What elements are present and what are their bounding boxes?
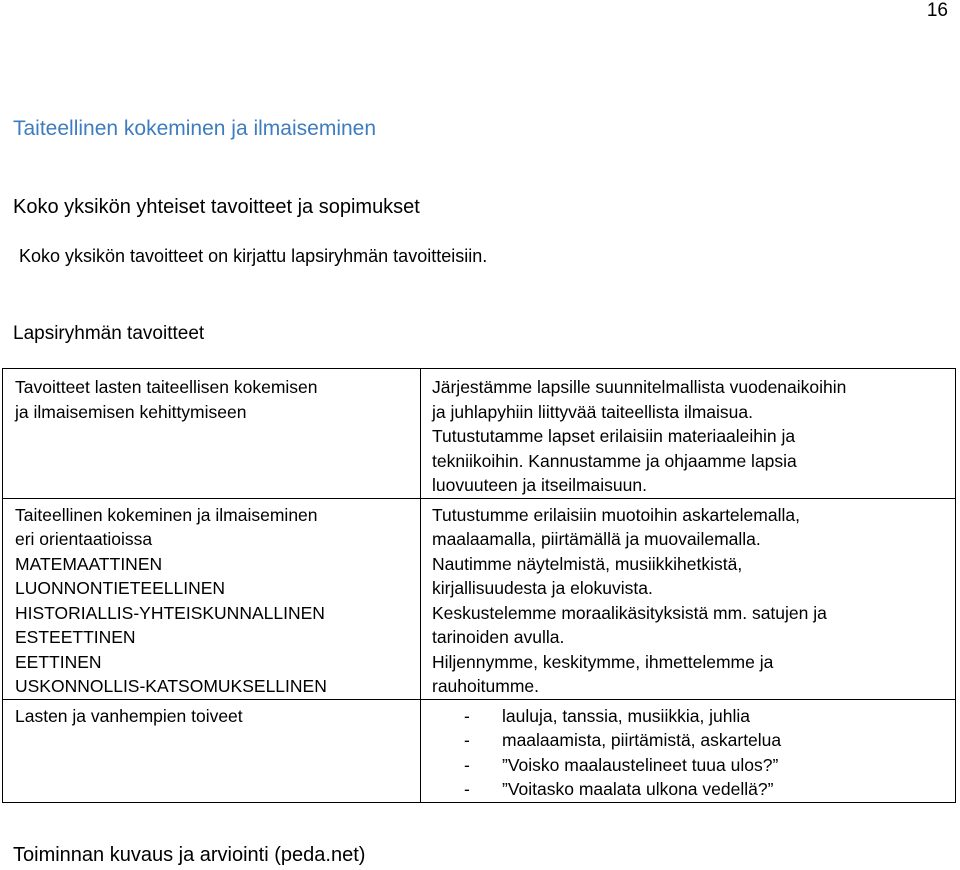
group-goals-heading: Lapsiryhmän tavoitteet — [13, 323, 205, 344]
wishes-list — [432, 704, 955, 802]
cell-line: ja juhlapyhiin liittyvää taiteellista ilmaisua. — [432, 401, 753, 422]
dash-bullet: - — [464, 779, 470, 799]
list-item — [432, 753, 955, 778]
table-row — [3, 498, 956, 699]
cell-line: maalaamalla, piirtämällä ja muovailemalla. — [432, 529, 761, 549]
table-cell-orientation-activities — [421, 498, 956, 699]
cell-line: Taiteellinen kokeminen ja ilmaiseminen — [15, 504, 318, 525]
cell-line: Keskustelemme moraalikäsityksistä mm. satujen ja — [432, 602, 827, 623]
cell-line: HISTORIALLIS-YHTEISKUNNALLINEN — [15, 602, 325, 623]
table-cell-wishes-label — [3, 699, 421, 802]
cell-line: ESTEETTINEN — [15, 627, 136, 647]
list-item-text: ”Voitasko maalata ulkona vedellä?” — [502, 779, 774, 799]
goals-table — [2, 368, 956, 803]
dash-bullet: - — [464, 705, 470, 726]
cell-line: eri orientaatioissa — [15, 529, 153, 549]
cell-line: rauhoitumme. — [432, 676, 539, 696]
cell-line: USKONNOLLIS-KATSOMUKSELLINEN — [15, 676, 327, 696]
list-item — [432, 777, 955, 802]
unit-goals-text: Koko yksikön tavoitteet on kirjattu lapsiryhmän tavoitteisiin. — [19, 246, 488, 266]
list-item-text: lauluja, tanssia, musiikkia, juhlia — [502, 705, 751, 726]
dash-bullet: - — [464, 730, 470, 750]
cell-line: tarinoiden avulla. — [432, 627, 565, 647]
cell-line: LUONNONTIETEELLINEN — [15, 578, 226, 598]
table-row — [3, 369, 956, 499]
cell-line: Järjestämme lapsille suunnitelmallista vuodenaikoihin — [432, 377, 847, 397]
cell-line: Tutustutamme lapset erilaisiin materiaaleihin ja — [432, 426, 796, 446]
footer-heading: Toiminnan kuvaus ja arviointi (peda.net) — [13, 844, 366, 866]
table-cell-goal-label — [3, 369, 421, 499]
table-cell-orientations — [3, 498, 421, 699]
list-item-text: maalaamista, piirtämistä, askartelua — [502, 730, 782, 750]
unit-goals-heading: Koko yksikön yhteiset tavoitteet ja sopimukset — [13, 196, 420, 218]
cell-line: ja ilmaisemisen kehittymiseen — [15, 401, 247, 422]
cell-line: Hiljennymme, keskitymme, ihmettelemme ja — [432, 651, 774, 672]
section-title: Taiteellinen kokeminen ja ilmaiseminen — [13, 117, 377, 140]
list-item-text: ”Voisko maalaustelineet tuua ulos?” — [502, 754, 779, 775]
cell-line: Tutustumme erilaisiin muotoihin askartelemalla, — [432, 504, 800, 525]
cell-line: kirjallisuudesta ja elokuvista. — [432, 578, 653, 598]
dash-bullet: - — [464, 754, 470, 775]
cell-line: Tavoitteet lasten taiteellisen kokemisen — [15, 377, 318, 397]
table-cell-wishes-list — [421, 699, 956, 802]
cell-line: MATEMAATTINEN — [15, 553, 163, 574]
list-item — [432, 704, 955, 729]
cell-line: EETTINEN — [15, 651, 102, 672]
table-row — [3, 699, 956, 802]
list-item — [432, 728, 955, 753]
cell-line: tekniikoihin. Kannustamme ja ohjaamme lapsia — [432, 450, 797, 471]
table-cell-goal-text — [421, 369, 956, 499]
cell-line: Lasten ja vanhempien toiveet — [15, 705, 243, 726]
page-number: 16 — [926, 0, 948, 21]
cell-line: Nautimme näytelmistä, musiikkihetkistä, — [432, 553, 743, 574]
cell-line: luovuuteen ja itseilmaisuun. — [432, 475, 647, 495]
